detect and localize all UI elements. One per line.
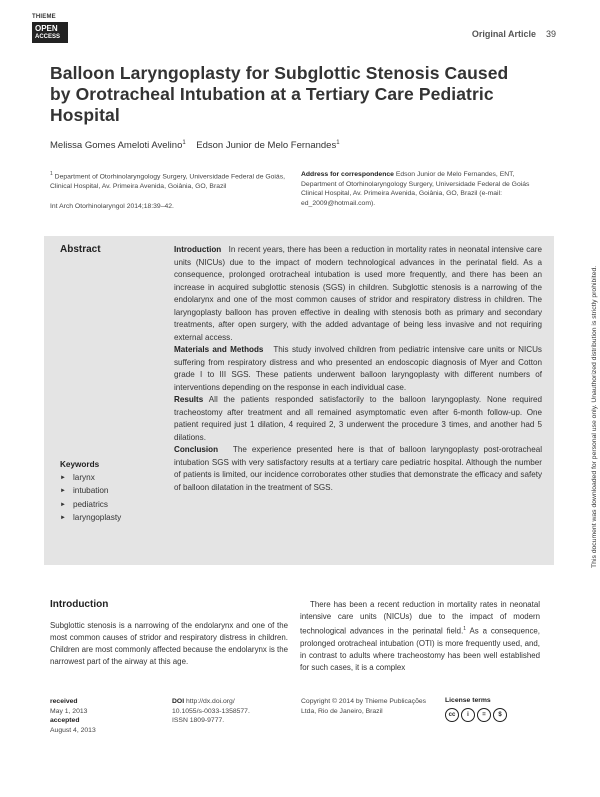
keyword-item: ► intubation (60, 485, 121, 499)
nd-icon: = (477, 708, 491, 722)
download-notice (581, 228, 598, 568)
abstract-section-label: Introduction (174, 245, 222, 254)
received-label: received (50, 698, 78, 705)
received-date: May 1, 2013 (50, 707, 88, 715)
abstract-section-label: Materials and Methods (174, 345, 264, 354)
cc-icon: cc (445, 708, 459, 722)
journal-citation: Int Arch Otorhinolaryngol 2014;18:39–42. (50, 203, 174, 210)
article-dates (50, 697, 96, 735)
doi-label: DOI (172, 698, 185, 705)
reference-mark: 1 (463, 626, 467, 632)
abstract-section-text: All the patients responded satisfactorily to the balloon laryngoplasty. None required tracheostomy after treatment and all remained asymptomatic even after 6-month follow-up. One patient required just 1 dilation, 4 required 2, 3 underwent the procedure 3 times, and another had 5 dilations. (174, 395, 542, 442)
by-icon: i (461, 708, 475, 722)
keywords-heading: Keywords (60, 460, 100, 469)
abstract-section-text: This study involved children from pediatric intensive care units or NICUs suffering from respiratory distress and who presented an endoscopic diagnosis of Myer and Cotton grade I to III SGS. These patients underwent balloon laryngoplasty with different numbers of interventions depending on the response in each individual case. (174, 345, 542, 392)
introduction-right-column (300, 599, 540, 674)
correspondence (301, 170, 541, 208)
keywords (60, 459, 121, 526)
license-label[interactable]: License terms (445, 697, 491, 704)
abstract-section-text: The experience presented here is that of balloon laryngoplasty post-orotracheal intubation SGS with very satisfactory results at a tertiary care pediatric hospital. Although the number of patients is limited, our incidence corroborates other studies that demonstrate the efficacy and safety of balloon dilatation in the treatment of SGS. (174, 445, 542, 492)
introduction-text: There has been a recent reduction in mortality rates in neonatal intensive care units (NICUs) due to the impact of modern technological advances in the perinatal field. (300, 600, 540, 636)
keyword-item: ► pediatrics (60, 499, 121, 513)
accepted-date: August 4, 2013 (50, 726, 96, 734)
introduction-heading: Introduction (50, 599, 109, 610)
abstract-section (174, 244, 542, 344)
abstract-section (174, 344, 542, 394)
doi-link[interactable]: http://dx.doi.org/ (185, 698, 235, 705)
thieme-open-access-logo (32, 14, 68, 44)
accepted-label: accepted (50, 717, 80, 725)
logo-badge (32, 22, 68, 43)
logo-open: OPEN (35, 24, 58, 33)
author-name: Melissa Gomes Ameloti Avelino (50, 140, 183, 152)
logo-access: ACCESS (35, 34, 61, 40)
author-name: Edson Junior de Melo Fernandes (196, 140, 337, 152)
keyword-item: ► laryngoplasty (60, 512, 121, 526)
logo-publisher: THIEME (32, 14, 56, 20)
introduction-left-column: Subglottic stenosis is a narrowing of the endolarynx and one of the most common causes of stridor and respiratory distress in children. Children are most commonly affected because the endolarynx is the narrowest part of the airway at this age. (50, 621, 288, 666)
abstract-section-text: In recent years, there has been a reduction in mortality rates in neonatal intensive care units (NICUs) due to the impact of modern technological advances in the perinatal field. As a consequence, prolonged orotracheal intubation is used more frequently, and there has been an increase in acquired subglottic stenosis (SGS) in children. Subglottic stenosis is a narrowing of the endolarynx and one of the most common causes of stridor and respiratory distress in children. The laryngoplasty balloon has proven effective in dealing with stenosis both as primary and secondary treatments, after open surgery, with the added advantage of being less invasive and not requiring external access. (174, 245, 542, 342)
affiliation-mark: 1 (50, 171, 53, 177)
author-list (50, 140, 340, 151)
author-affiliation-mark: 1 (336, 140, 340, 146)
affiliation-text: Department of Otorhinolaryngology Surgery, Universidade Federal de Goiás, Clinical Hospital, Av. Primeira Avenida, Goiânia, GO, Brazil (50, 173, 286, 190)
author-affiliation-mark: 1 (182, 140, 186, 146)
abstract-box (44, 236, 554, 565)
article-title: Balloon Laryngoplasty for Subglottic Stenosis Caused by Orotracheal Intubation at a Tertiary Care Pediatric Hospital (50, 63, 509, 125)
nc-icon: $ (493, 708, 507, 722)
affiliation (50, 170, 290, 191)
copyright: Copyright © 2014 by Thieme Publicações Ltda, Rio de Janeiro, Brazil (301, 698, 427, 715)
abstract-section (174, 444, 542, 494)
keyword-item: ► larynx (60, 472, 121, 486)
download-notice-text: This document was downloaded for personal use only. Unauthorized distribution is strictly prohibited. (591, 265, 598, 568)
abstract-body (174, 244, 542, 494)
abstract-section (174, 394, 542, 444)
doi-block (172, 697, 250, 726)
introduction-text: As a consequence, prolonged orotracheal intubation (OTI) is more frequently used, and, in contrast to adults where tracheostomy has been well established for such cases, it is a complex (300, 626, 540, 672)
issn: ISSN 1809-9777. (172, 717, 225, 725)
abstract-section-label: Results (174, 395, 204, 404)
correspondence-text: Edson Junior de Melo Fernandes, ENT, Department of Otorhinolaryngology Surgery, Universidade Federal de Goiás Clinical Hospital, Av. Primeira Avenida, Goiânia, GO, Brazil (e-mail: ed_2009@hotmail.com). (301, 171, 530, 207)
doi-value: 10.1055/s-0033-1358577. (172, 707, 250, 715)
license-icons[interactable] (445, 708, 507, 722)
page-number: 39 (545, 29, 556, 39)
article-type: Original Article (471, 29, 536, 39)
abstract-section-label: Conclusion (174, 445, 219, 454)
abstract-heading: Abstract (60, 244, 101, 255)
correspondence-label: Address for correspondence (301, 171, 394, 178)
